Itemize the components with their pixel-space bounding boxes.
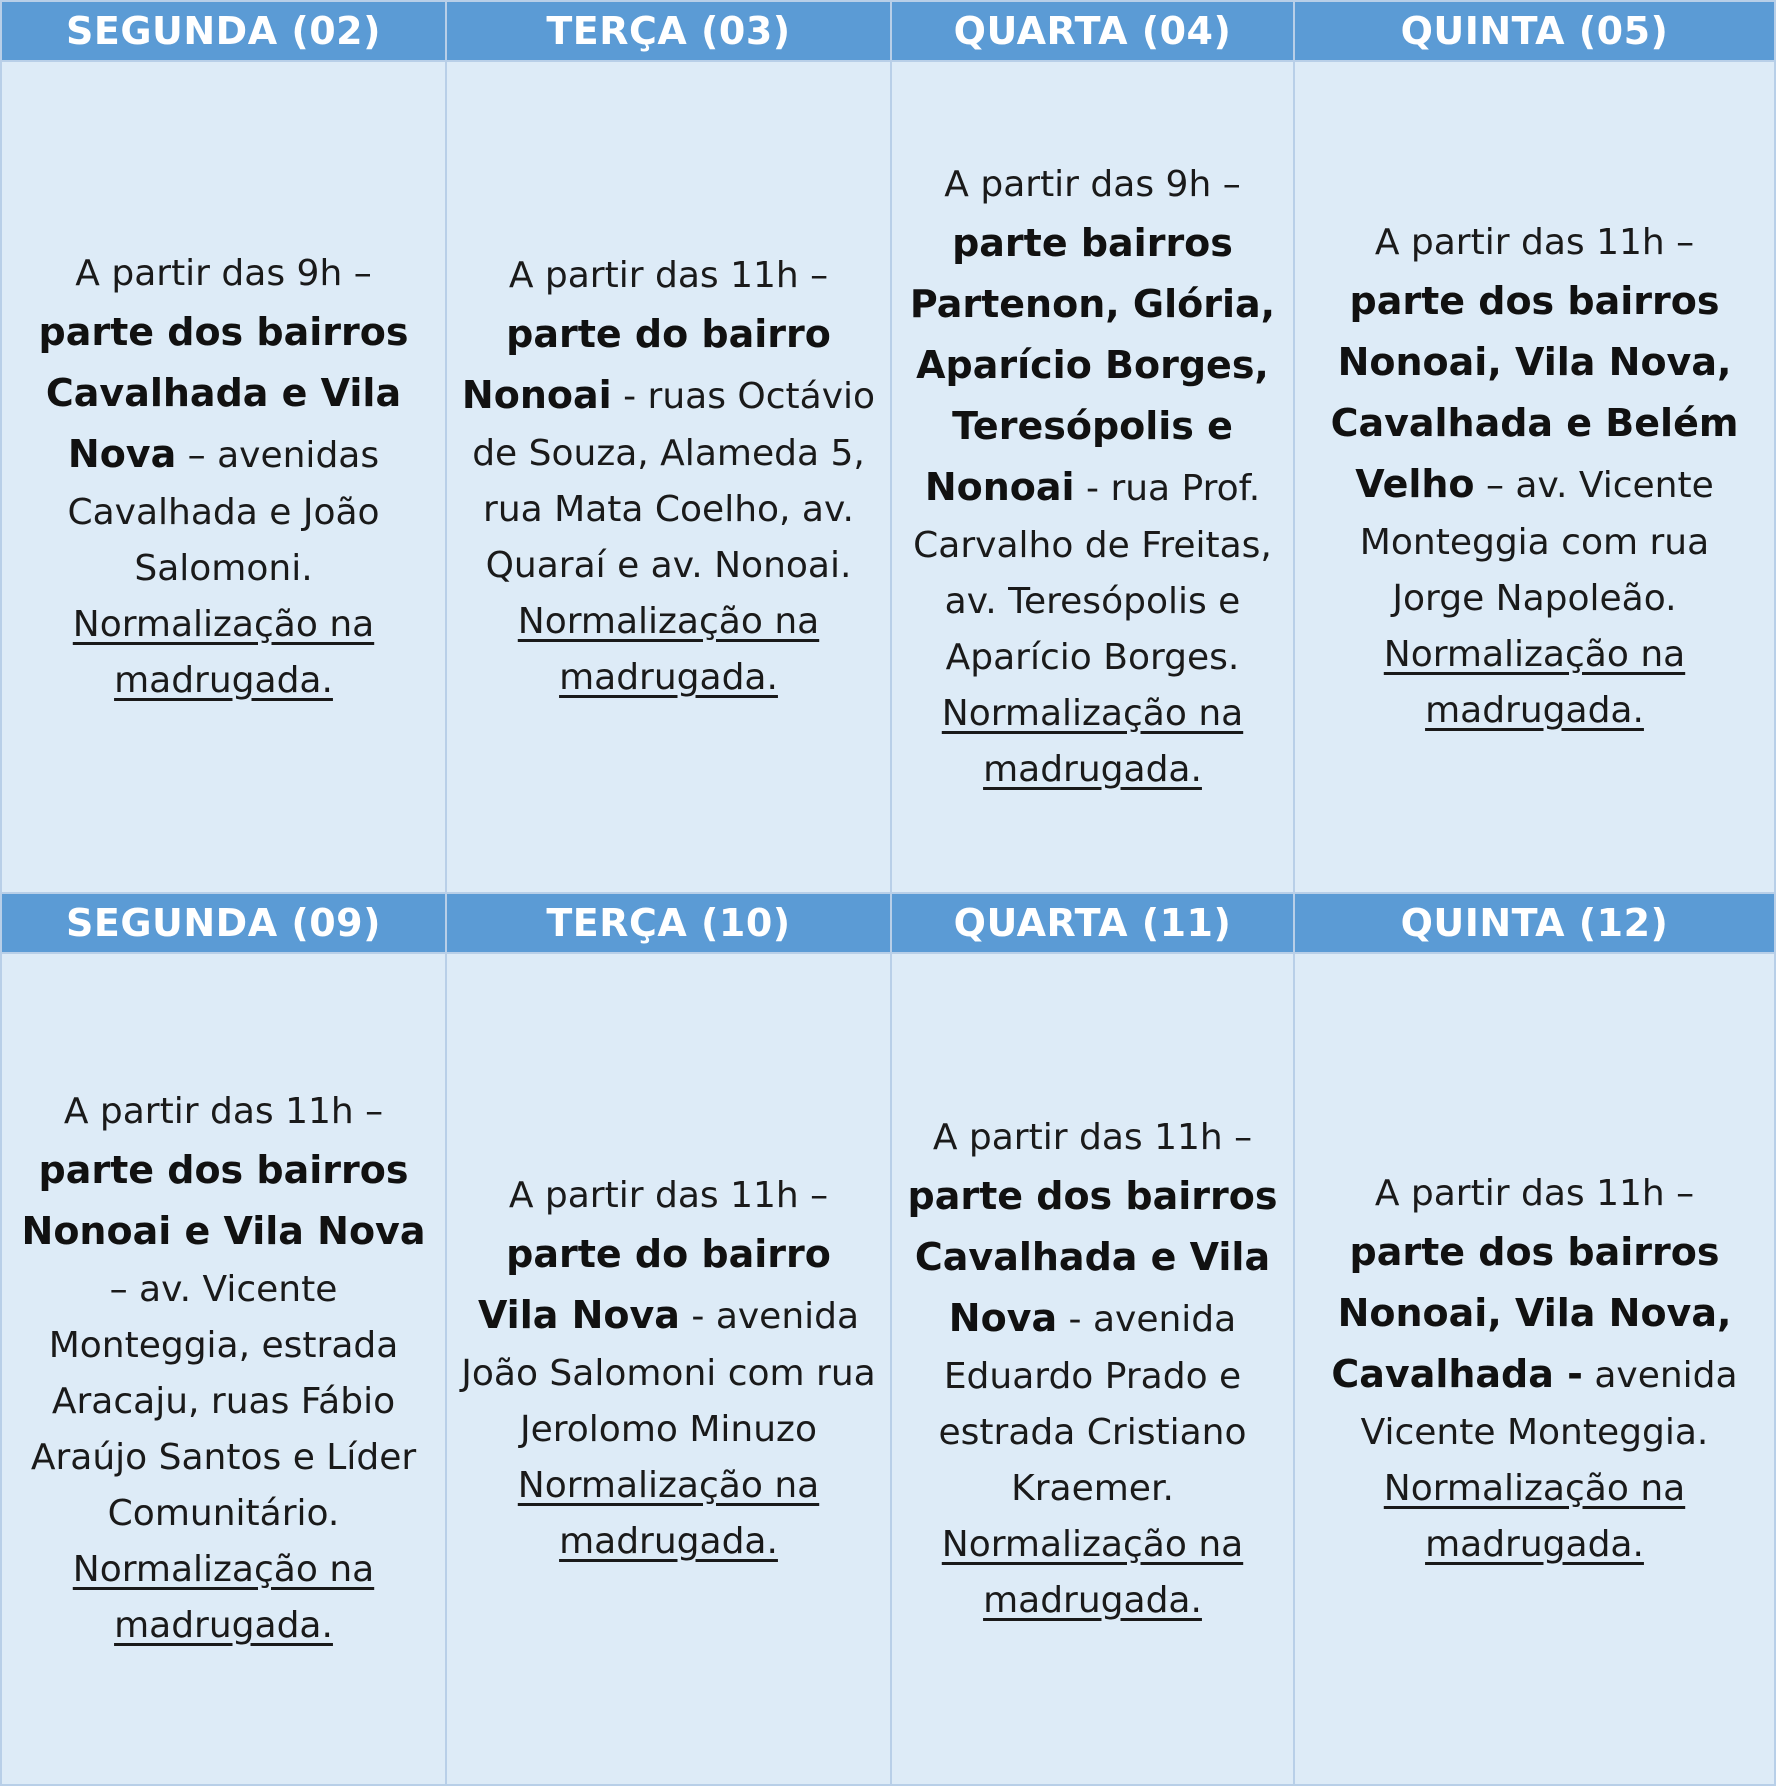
affected-streets: – avenidas Cavalhada e João Salomoni. <box>67 434 380 589</box>
affected-streets: - avenida João Salomoni com rua Jerolomo Minuzo <box>461 1296 876 1450</box>
affected-streets: - ruas Octávio de Souza, Alameda 5, rua Mata Coelho, av. Quaraí e av. Nonoai. <box>472 376 876 586</box>
schedule-cell <box>446 953 891 1785</box>
schedule-cell <box>1 953 446 1785</box>
normalization-note: Normalização na madrugada. <box>72 603 375 701</box>
affected-streets: – av. Vicente Monteggia, estrada Aracaju, ruas Fábio Araújo Santos e Líder Comunitário. <box>30 1269 417 1534</box>
start-time: A partir das 11h – <box>932 1116 1253 1158</box>
day-header: TERÇA (10) <box>446 893 891 953</box>
affected-neighborhoods: parte dos bairros Cavalhada e Vila Nova <box>38 309 409 476</box>
start-time: A partir das 11h – <box>508 1175 829 1216</box>
start-time: A partir das 11h – <box>508 255 829 296</box>
start-time: A partir das 11h – <box>1374 222 1695 263</box>
schedule-cell <box>1 61 446 893</box>
day-header: QUINTA (12) <box>1294 893 1775 953</box>
affected-neighborhoods: parte do bairro Vila Nova <box>477 1232 831 1337</box>
start-time: A partir das 11h – <box>1374 1172 1695 1214</box>
start-time: A partir das 9h – <box>944 163 1241 205</box>
normalization-note: Normalização na madrugada. <box>72 1549 375 1646</box>
day-header: QUINTA (05) <box>1294 1 1775 61</box>
schedule-cell <box>891 61 1294 893</box>
week-2-body-row <box>1 953 1775 1785</box>
normalization-note: Normalização na madrugada. <box>941 1523 1244 1621</box>
normalization-note: Normalização na madrugada. <box>517 601 820 698</box>
day-header: SEGUNDA (09) <box>1 893 446 953</box>
normalization-note: Normalização na madrugada. <box>1383 634 1686 731</box>
affected-neighborhoods: parte dos bairros Nonoai, Vila Nova, Cavalhada - <box>1331 1229 1732 1396</box>
day-header: QUARTA (11) <box>891 893 1294 953</box>
affected-streets: avenida Vicente Monteggia. <box>1360 1354 1738 1453</box>
affected-neighborhoods: parte dos bairros Nonoai e Vila Nova <box>21 1148 426 1253</box>
affected-neighborhoods: parte dos bairros Cavalhada e Vila Nova <box>907 1173 1278 1340</box>
affected-streets: - rua Prof. Carvalho de Freitas, av. Teresópolis e Aparício Borges. <box>913 467 1272 678</box>
schedule-cell <box>446 61 891 893</box>
normalization-note: Normalização na madrugada. <box>1383 1467 1686 1565</box>
affected-neighborhoods: parte bairros Partenon, Glória, Aparício Borges, Teresópolis e Nonoai <box>909 220 1276 509</box>
week-1-header-row <box>1 1 1775 61</box>
start-time: A partir das 9h – <box>75 252 372 294</box>
schedule-cell <box>891 953 1294 1785</box>
normalization-note: Normalização na madrugada. <box>941 692 1244 790</box>
affected-neighborhoods: parte do bairro Nonoai <box>461 312 831 417</box>
start-time: A partir das 11h – <box>63 1091 384 1132</box>
normalization-note: Normalização na madrugada. <box>517 1465 820 1562</box>
affected-streets: – av. Vicente Monteggia com rua Jorge Napoleão. <box>1359 465 1714 619</box>
affected-streets: - avenida Eduardo Prado e estrada Cristiano Kraemer. <box>938 1298 1247 1509</box>
week-1-body-row <box>1 61 1775 893</box>
week-2-header-row <box>1 893 1775 953</box>
schedule-cell <box>1294 953 1775 1785</box>
day-header: QUARTA (04) <box>891 1 1294 61</box>
affected-neighborhoods: parte dos bairros Nonoai, Vila Nova, Cavalhada e Belém Velho <box>1330 279 1739 506</box>
schedule-cell <box>1294 61 1775 893</box>
day-header: SEGUNDA (02) <box>1 1 446 61</box>
day-header: TERÇA (03) <box>446 1 891 61</box>
